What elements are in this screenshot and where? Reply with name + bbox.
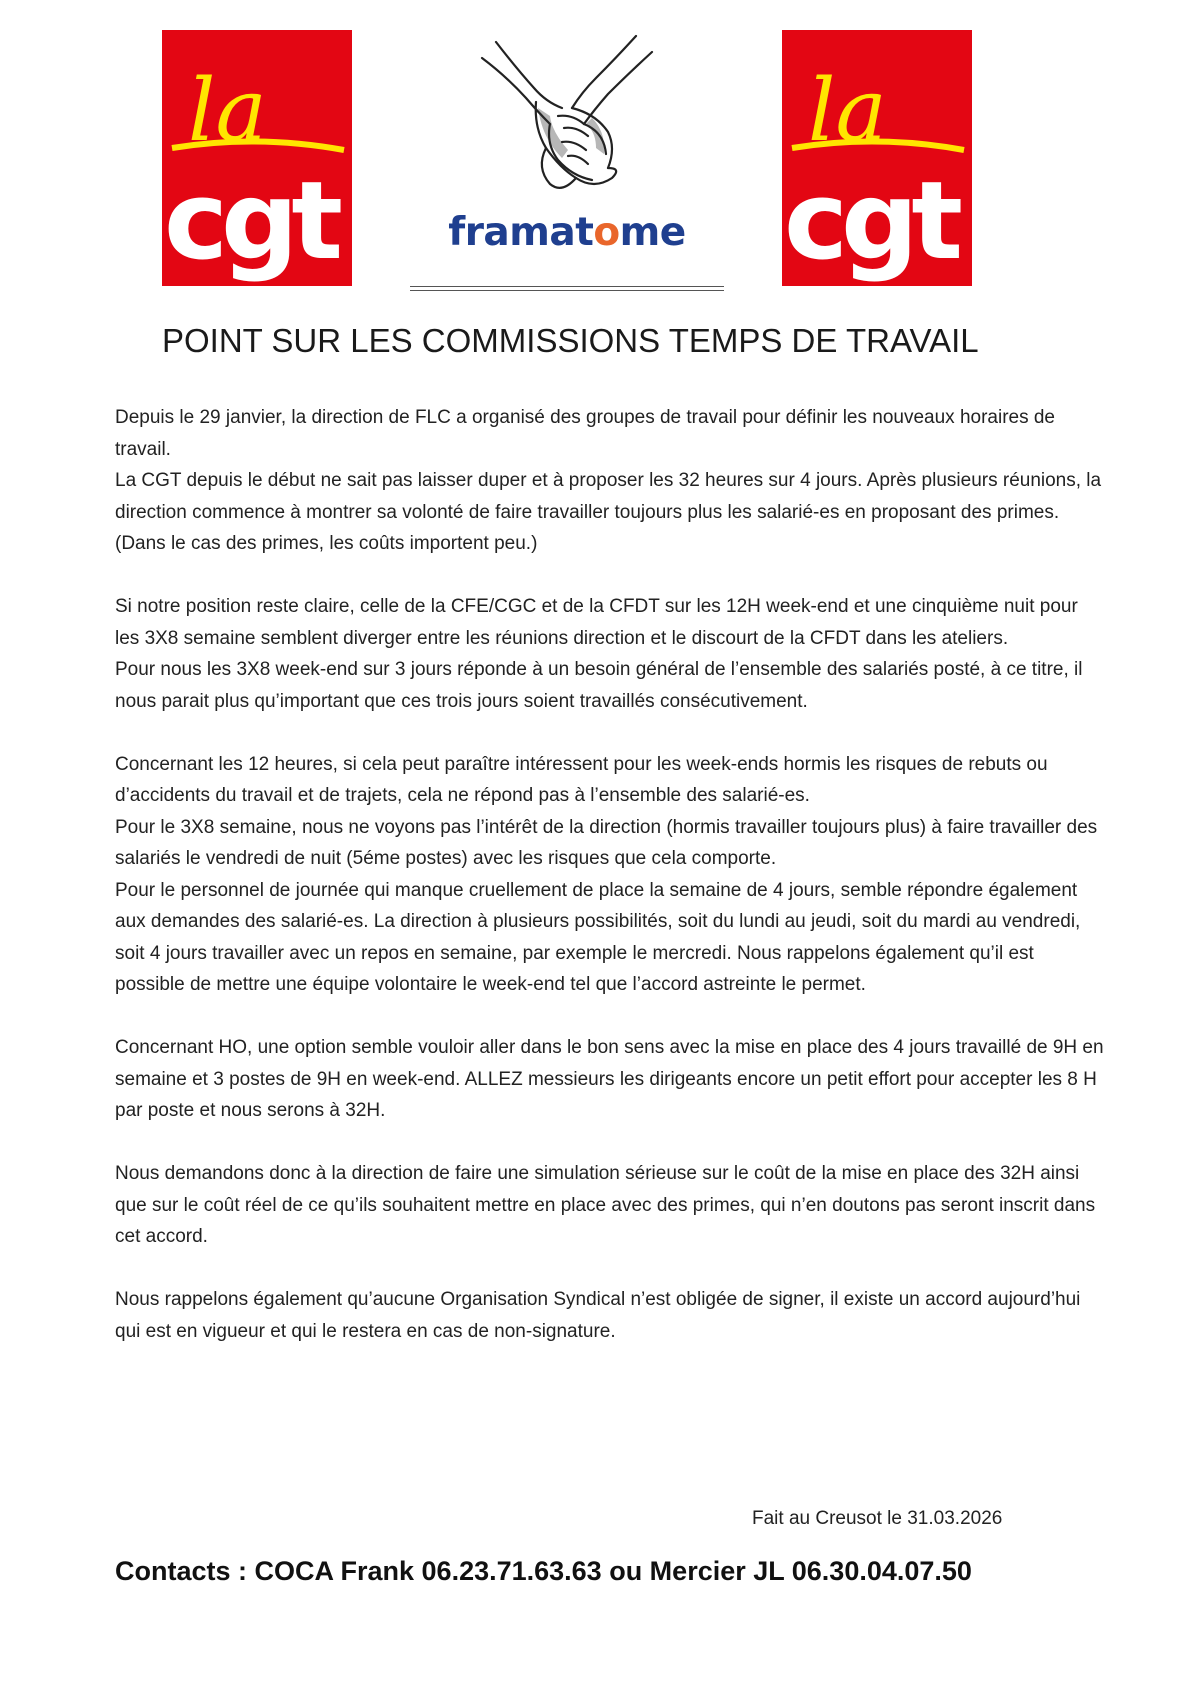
cgt-logo-right-graphic <box>782 30 972 286</box>
cgt-logo-left-graphic <box>162 30 352 286</box>
paragraph-line: Concernant HO, une option semble vouloir aller dans le bon sens avec la mise en place des 4 jours travaillé de 9H en semaine et 3 postes de 9H en week-end. ALLEZ messieurs les dirigeants encore un petit effort pour accepter les 8 H par poste et nous serons à 32H. <box>115 1037 1104 1121</box>
paragraph-line: Si notre position reste claire, celle de la CFE/CGC et de la CFDT sur les 12H week-end et une cinquième nuit pour les 3X8 semaine semblent diverger entre les réunions direction et le discourt de la CFDT dans les ateliers. <box>115 596 1078 649</box>
cgt-logo-left <box>162 30 352 286</box>
paragraph-line: Concernant les 12 heures, si cela peut paraître intéressent pour les week-ends hormis les risques de rebuts ou d’accidents du travail et de trajets, cela ne répond pas à l’ensemble des salarié-es. <box>115 753 1048 806</box>
brand-accent: o <box>593 210 620 255</box>
paragraph <box>115 1032 1105 1127</box>
contacts-line: Contacts : COCA Frank 06.23.71.63.63 ou Mercier JL 06.30.04.07.50 <box>115 1556 972 1586</box>
cgt-logo-right-cgt: cgt <box>784 159 956 284</box>
paragraph-line: Nous rappelons également qu’aucune Organisation Syndical n’est obligée de signer, il existe un accord aujourd’hui qui est en vigueur et qui le restera en cas de non-signature. <box>115 1289 1081 1342</box>
paragraph-line: La CGT depuis le début ne sait pas laisser duper et à proposer les 32 heures sur 4 jours. Après plusieurs réunions, la direction commence à montrer sa volonté de faire travailler toujours plus les salarié-es en proposant des primes. (Dans le cas des primes, les coûts importent peu.) <box>115 470 1102 554</box>
paragraph <box>115 402 1105 560</box>
paragraph <box>115 591 1105 717</box>
framatome-wordmark <box>410 210 724 255</box>
paragraph-line: Pour le 3X8 semaine, nous ne voyons pas l’intérêt de la direction (hormis travailler toujours plus) à faire travailler des salariés le vendredi de nuit (5éme postes) avec les risques que cela comporte. <box>115 816 1098 869</box>
logo-underline <box>410 286 724 291</box>
paragraph <box>115 1284 1105 1347</box>
document-body <box>115 402 1105 1379</box>
paragraph-line: Pour nous les 3X8 week-end sur 3 jours réponde à un besoin général de l’ensemble des salariés posté, à ce titre, il nous parait plus qu’important que ces trois jours soient travaillés consécutivement. <box>115 659 1083 712</box>
paragraph-line: Pour le personnel de journée qui manque cruellement de place la semaine de 4 jours, semble répondre également aux demandes des salarié-es. La direction à plusieurs possibilités, soit du lundi au jeudi, soit du mardi au vendredi, soit 4 jours travailler avec un repos en semaine, par exemple le mercredi. Nous rappelons également qu’il est possible de mettre une équipe volontaire le week-end tel que l’accord astreinte le permet. <box>115 879 1081 995</box>
framatome-logo <box>410 28 724 290</box>
paragraph <box>115 1158 1105 1253</box>
signature-line: Fait au Creusot le 31.03.2026 <box>752 1508 1003 1529</box>
brand-suffix: me <box>619 210 686 255</box>
paragraph-line: Nous demandons donc à la direction de faire une simulation sérieuse sur le coût de la mise en place des 32H ainsi que sur le coût réel de ce qu’ils souhaitent mettre en place avec des primes, qui n’en doutons pas seront inscrit dans cet accord. <box>115 1163 1096 1247</box>
cgt-logo-left-cgt: cgt <box>164 159 336 284</box>
handshake-icon <box>476 28 660 198</box>
document-title: POINT SUR LES COMMISSIONS TEMPS DE TRAVAIL <box>162 322 979 359</box>
brand-prefix: framat <box>448 210 594 255</box>
cgt-logo-left-la: la <box>188 61 267 161</box>
paragraph-line: Depuis le 29 janvier, la direction de FLC a organisé des groupes de travail pour définir les nouveaux horaires de travail. <box>115 407 1055 460</box>
cgt-logo-right <box>782 30 972 286</box>
paragraph <box>115 749 1105 1001</box>
cgt-logo-right-la: la <box>808 61 887 161</box>
